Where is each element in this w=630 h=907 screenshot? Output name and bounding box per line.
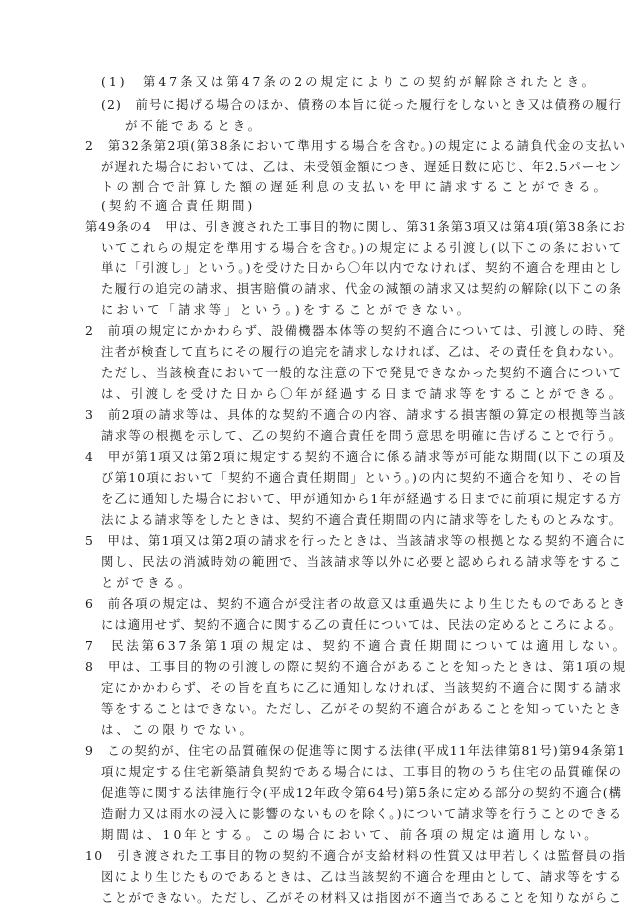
text-line: を乙に通知した場合において、甲が通知から1年が経過する日までに前項に規定する方	[101, 491, 623, 506]
text-line: ただし、当該検査において一般的な注意の下で発見できなかった契約不適合について	[101, 365, 623, 380]
text-line: において「請求等」という。)をすることができない。	[101, 302, 473, 317]
text-line: 造耐力又は雨水の浸入に影響のないものを除く。)について請求等を行うことのできる	[101, 806, 623, 821]
text-line: 図により生じたものであるときは、乙は当該契約不適合を理由として、請求等をする	[101, 869, 623, 884]
text-line: 注者が検査して直ちにその履行の追完を請求しなければ、乙は、その責任を負わない。	[101, 344, 622, 359]
text-line: トの割合で計算した額の遅延利息の支払いを甲に請求することができる。	[101, 179, 609, 194]
text-line: (2) 前号に掲げる場合のほか、債務の本旨に従った履行をしないとき又は債務の履行	[101, 97, 623, 112]
text-line: 定にかかわらず、その旨を直ちに乙に通知しなければ、当該契約不適合に関する請求	[101, 680, 623, 695]
text-line: が遅れた場合においては、乙は、未受領金額につき、遅延日数に応じ、年2.5パーセン	[101, 159, 623, 174]
text-line: 項に規定する住宅新築請負契約である場合には、工事目的物のうち住宅の品質確保の	[101, 764, 623, 779]
text-line: には適用せず、契約不適合に関する乙の責任については、民法の定めるところによる。	[101, 617, 622, 632]
text-line: とができる。	[101, 575, 194, 590]
text-line: ことができない。ただし、乙がその材料又は指図が不適当であることを知りながらこ	[101, 890, 623, 905]
text-line: び第10項において「契約不適合責任期間」という。)の内に契約不適合を知り、その旨	[101, 470, 623, 485]
text-line: 7 民法第637条第1項の規定は、契約不適合責任期間については適用しない。	[85, 638, 628, 653]
text-line: 8 甲は、工事目的物の引渡しの際に契約不適合があることを知ったときは、第1項の規	[85, 659, 627, 674]
section-heading: (契約不適合責任期間)	[101, 198, 256, 213]
text-line: 促進等に関する法律施行令(平成12年政令第64号)第5条に定める部分の契約不適合(構	[101, 785, 623, 800]
text-line: 等をすることはできない。ただし、乙がその契約不適合があることを知っていたとき	[101, 701, 623, 716]
text-line: (1) 第47条又は第47条の2の規定によりこの契約が解除されたとき。	[101, 74, 598, 89]
text-line: いてこれらの規定を準用する場合を含む。)の規定による引渡し(以下この条において	[101, 240, 623, 255]
text-line: 9 この契約が、住宅の品質確保の促進等に関する法律(平成11年法律第81号)第94条第1	[85, 743, 627, 758]
text-line: 法による請求等をしたときは、契約不適合責任期間の内に請求等をしたものとみなす。	[101, 512, 622, 527]
text-line: 2 第32条第2項(第38条において準用する場合を含む。)の規定による請負代金の支払い	[85, 138, 627, 153]
text-line: 請求等の根拠を示して、乙の契約不適合責任を問う意思を明確に告げることで行う。	[101, 428, 623, 443]
text-line: 6 前各項の規定は、契約不適合が受注者の故意又は重過失により生じたものであるとき	[85, 596, 627, 611]
text-line: は、引渡しを受けた日から〇年が経過する日まで請求等をすることができる。	[101, 386, 624, 401]
text-line: 10 引き渡された工事目的物の契約不適合が支給材料の性質又は甲若しくは監督員の指	[85, 848, 627, 863]
text-line: 関し、民法の消滅時効の範囲で、当該請求等以外に必要と認められる請求等をするこ	[101, 554, 623, 569]
text-line: 4 甲が第1項又は第2項に規定する契約不適合に係る請求等が可能な期間(以下この項及	[85, 449, 627, 464]
text-line: 第49条の4 甲は、引き渡された工事目的物に関し、第31条第3項又は第4項(第38条にお	[85, 219, 626, 234]
text-line: 3 前2項の請求等は、具体的な契約不適合の内容、請求する損害額の算定の根拠等当該	[85, 407, 627, 422]
text-line: 2 前項の規定にかかわらず、設備機器本体等の契約不適合については、引渡しの時、発	[85, 323, 627, 338]
text-line: 期間は、10年とする。この場合において、前各項の規定は適用しない。	[101, 827, 600, 842]
text-line: 単に「引渡し」という。)を受けた日から〇年以内でなければ、契約不適合を理由とし	[101, 260, 623, 275]
text-line: が不能であるとき。	[125, 118, 264, 133]
text-line: 5 甲は、第1項又は第2項の請求を行ったときは、当該請求等の根拠となる契約不適合に	[85, 533, 627, 548]
text-line: は、この限りでない。	[101, 722, 255, 737]
text-line: た履行の追完の請求、損害賠償の請求、代金の減額の請求又は契約の解除(以下この条	[101, 281, 623, 296]
